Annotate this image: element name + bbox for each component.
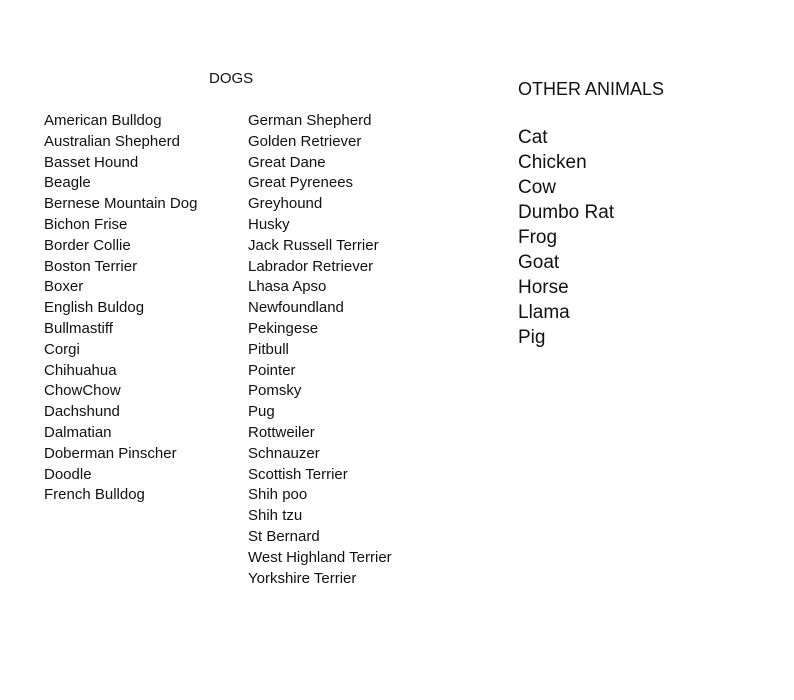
list-item: Horse — [518, 277, 569, 298]
list-item: American Bulldog — [44, 112, 162, 129]
list-item: Chicken — [518, 152, 587, 173]
list-item: Golden Retriever — [248, 132, 362, 150]
list-item: Great Dane — [248, 153, 326, 171]
list-item: Pekingese — [248, 319, 319, 337]
list-item: Boston Terrier — [44, 257, 138, 275]
list-item: Schnauzer — [248, 444, 320, 462]
list-item: Basset Hound — [44, 153, 139, 171]
list-item: Lhasa Apso — [248, 278, 327, 296]
list-item: Pig — [518, 327, 546, 348]
list-item: Australian Shepherd — [44, 132, 180, 150]
list-item: German Shepherd — [248, 112, 372, 129]
list-item: Beagle — [44, 174, 91, 192]
list-item: Great Pyrenees — [248, 174, 354, 192]
list-item: Dumbo Rat — [518, 202, 615, 223]
list-item: Dachshund — [44, 403, 120, 421]
list-item: Scottish Terrier — [248, 465, 348, 483]
list-item: Goat — [518, 252, 560, 273]
list-item: ChowChow — [44, 382, 121, 400]
list-item: Shih poo — [248, 486, 308, 504]
list-item: Jack Russell Terrier — [248, 236, 379, 254]
list-item: Pug — [248, 403, 275, 421]
list-item: Greyhound — [248, 195, 323, 213]
list-item: Bernese Mountain Dog — [44, 195, 198, 213]
list-item: Labrador Retriever — [248, 257, 374, 275]
list-item: Husky — [248, 215, 290, 233]
list-item: Shih tzu — [248, 507, 303, 525]
list-item: Newfoundland — [248, 299, 344, 317]
list-item: Llama — [518, 302, 570, 323]
list-item: Cat — [518, 127, 548, 148]
list-item: Bichon Frise — [44, 215, 128, 233]
dogs-list-column-1 — [44, 111, 197, 506]
list-item: Cow — [518, 177, 557, 198]
other-animals-heading: OTHER ANIMALS — [518, 79, 665, 99]
list-item: Rottweiler — [248, 423, 315, 441]
list-item: Boxer — [44, 278, 84, 296]
list-item: Frog — [518, 227, 558, 248]
list-item: Border Collie — [44, 236, 131, 254]
dogs-list-column-2 — [248, 111, 392, 589]
list-item: Doberman Pinscher — [44, 444, 177, 462]
list-item: English Buldog — [44, 299, 145, 317]
list-item: Pointer — [248, 361, 296, 379]
list-item: West Highland Terrier — [248, 548, 392, 566]
list-item: French Bulldog — [44, 486, 145, 504]
list-item: Pitbull — [248, 340, 289, 358]
list-item: Dalmatian — [44, 423, 112, 441]
dogs-heading: DOGS — [209, 70, 254, 87]
list-item: St Bernard — [248, 527, 320, 545]
list-item: Yorkshire Terrier — [248, 569, 357, 587]
list-item: Bullmastiff — [44, 319, 113, 337]
list-item: Chihuahua — [44, 361, 117, 379]
list-item: Corgi — [44, 340, 80, 358]
list-item: Doodle — [44, 465, 92, 483]
other-animals-list — [518, 125, 614, 350]
list-item: Pomsky — [248, 382, 302, 400]
